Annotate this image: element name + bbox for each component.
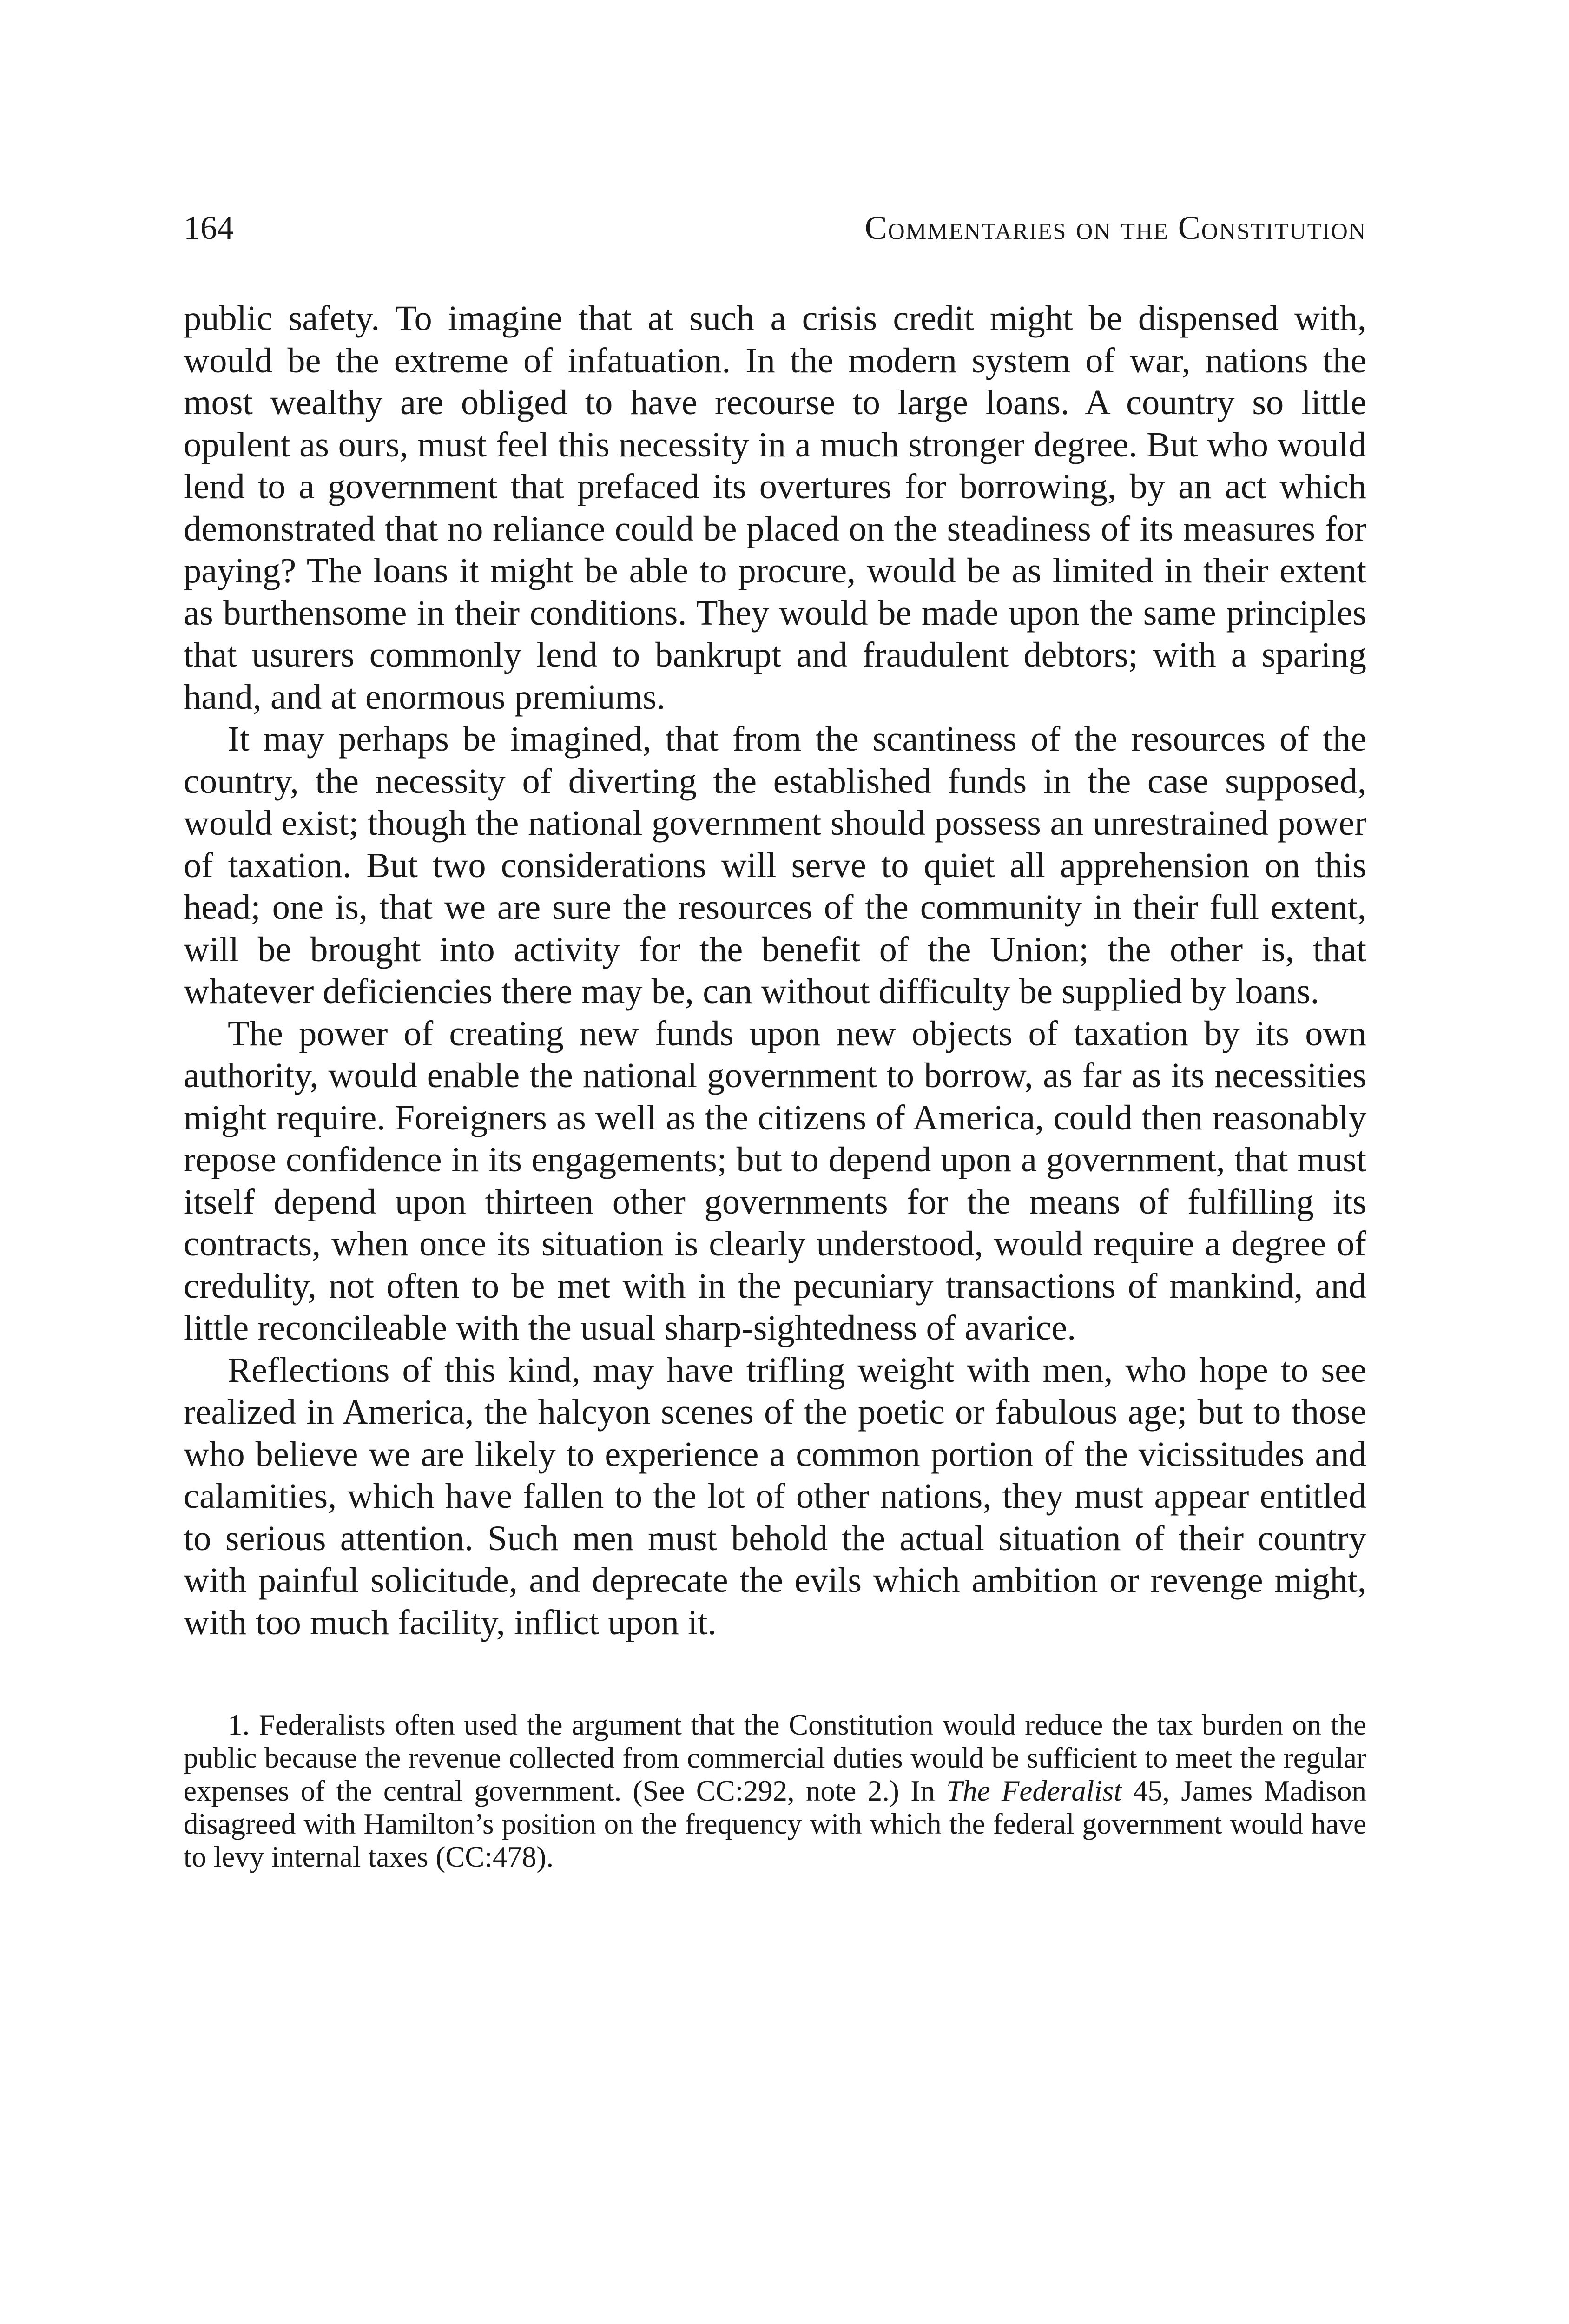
running-head [184,202,1366,253]
paragraph-3: The power of creating new funds upon new objects of taxation by its own authority, would enable the national government to borrow, as far as its necessities might require. Foreigners as well as the citizens of America, could then reasonably repose confidence in its engagements; but to depend upon a government, that must itself depend upon thirteen other governments for the means of fulfilling its contracts, when once its situation is clearly understood, would require a degree of credulity, not often to be met with in the pecuniary transactions of mankind, and little reconcileable with the usual sharp-sightedness of avarice. [184,1013,1366,1347]
main-text [184,297,1366,1644]
paragraph-2: It may perhaps be imagined, that from the scantiness of the resources of the country, the necessity of diverting the established funds in the case supposed, would exist; though the national government should possess an unrestrained power of taxation. But two considerations will serve to quiet all apprehension on this head; one is, that we are sure the resources of the community in their full extent, will be brought into activity for the benefit of the Union; the other is, that whatever deficiencies there may be, can without difficulty be supplied by loans. [184,719,1366,1011]
page-number: 164 [184,209,234,246]
footnote-cited-title: The Federalist [946,1775,1122,1807]
book-page [184,202,1366,1874]
footnotes [184,1709,1366,1874]
footnote-text-start: 1. Federalists often used the argument that the Constitution would reduce the tax burden on the public because the revenue collected from commercial duties would be sufficient to meet the regular expenses of the central government. (See CC:292, note 2.) In [184,1709,1366,1807]
running-head-title: Commentaries on the Constitution [864,209,1366,246]
paragraph-1: public safety. To imagine that at such a crisis credit might be dispensed with, would be the extreme of infatuation. In the modern system of war, nations the most wealthy are obliged to have recourse to large loans. A country so little opulent as ours, must feel this necessity in a much stronger degree. But who would lend to a government that prefaced its overtures for borrowing, by an act which demonstrated that no reliance could be placed on the steadiness of its measures for paying? The loans it might be able to procure, would be as limited in their extent as burthensome in their conditions. They would be made upon the same principles that usurers commonly lend to bankrupt and fraudulent debtors; with a sparing hand, and at enormous premiums. [184,298,1366,717]
paragraph-4: Reflections of this kind, may have trifling weight with men, who hope to see realized in America, the halcyon scenes of the poetic or fabulous age; but to those who believe we are likely to experience a common portion of the vicissitudes and calamities, which have fallen to the lot of other nations, they must appear entitled to serious attention. Such men must behold the actual situation of their country with painful solicitude, and deprecate the evils which ambition or revenge might, with too much facility, inflict upon it. [184,1350,1366,1642]
footnote-1 [184,1709,1366,1874]
footnote-text-end: 45, James Madison disagreed with Hamilton’s position on the frequency with which the federal government would have to levy internal taxes (CC:478). [184,1775,1367,1873]
